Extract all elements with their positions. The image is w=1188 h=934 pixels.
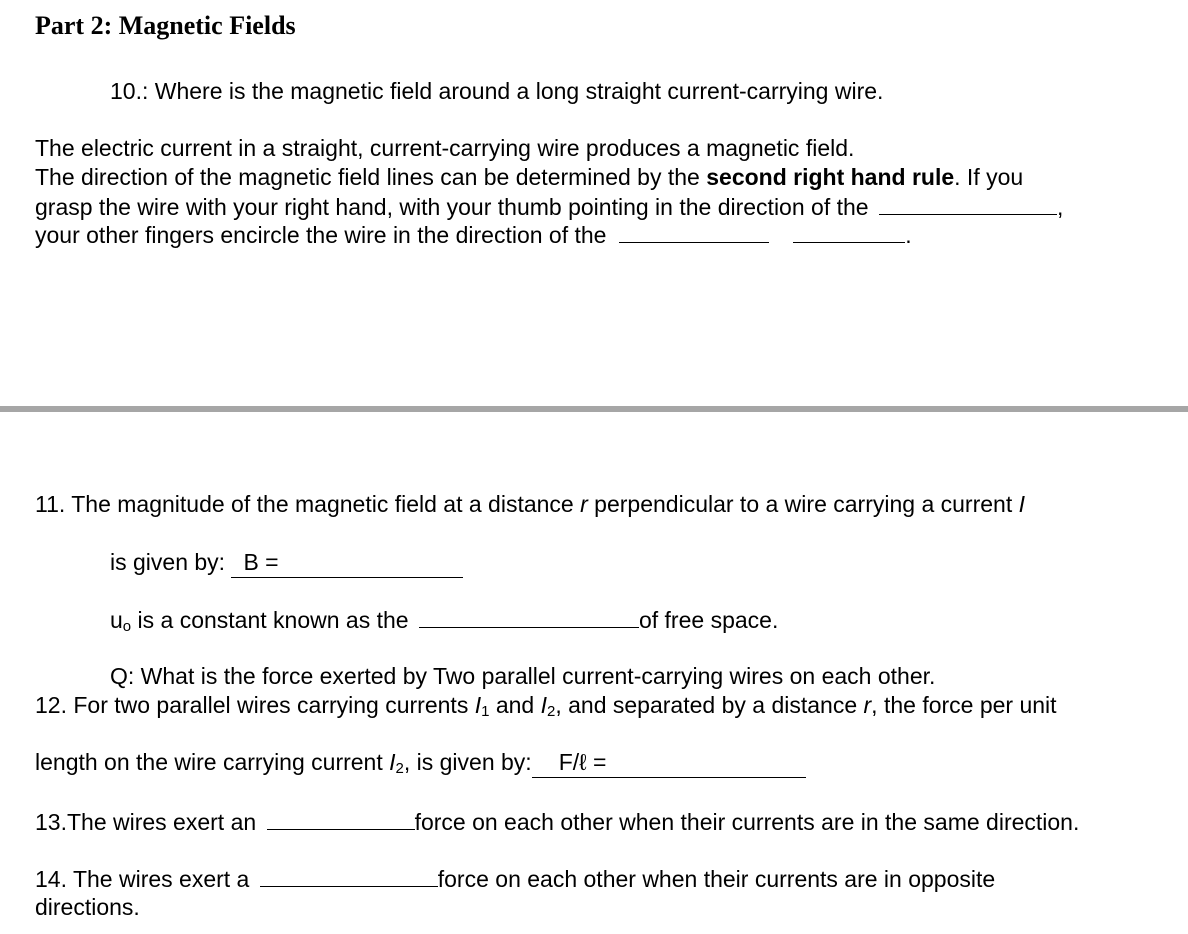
q11-line3-mid: is a constant known as the — [131, 607, 409, 633]
q10-rule-name: second right hand rule — [706, 164, 955, 190]
q11-line3-sub: o — [122, 618, 132, 635]
q11-blank-B[interactable] — [231, 548, 463, 578]
q12-blank-force[interactable] — [532, 748, 806, 778]
q12-sub2: 2 — [547, 703, 556, 720]
q10-blank-fingers-1[interactable] — [619, 220, 769, 243]
q12-line2-mid: , is given by: — [403, 749, 532, 775]
q11-line3-pre: u — [110, 607, 123, 633]
q12-current-I2: I — [540, 692, 547, 718]
q13-line — [35, 807, 1079, 837]
q11-line1 — [35, 490, 1025, 519]
q12-current-I1: I — [474, 692, 482, 718]
q14-post: force on each other when their currents are in opposite — [437, 866, 996, 892]
q14-pre: 14. The wires exert a — [35, 866, 250, 892]
q11-line1-mid: perpendicular to a wire carrying a current — [587, 491, 1019, 517]
q10-heading: 10.: Where is the magnetic field around a long straight current-carrying wire. — [110, 78, 884, 104]
q12-sub1: 1 — [481, 703, 490, 720]
q10-line4-end: . — [905, 222, 912, 248]
q11-formula-B: B = — [243, 549, 279, 575]
q11-line2 — [110, 548, 463, 578]
q12-var-r: r — [863, 692, 872, 718]
q12-line1-end: , the force per unit — [871, 692, 1057, 718]
q10-line3-end: , — [1056, 194, 1064, 220]
q10-line3-text: grasp the wire with your right hand, with your thumb pointing in the direction of the — [35, 194, 869, 220]
q10-blank-thumb[interactable] — [879, 192, 1057, 215]
q14-blank[interactable] — [260, 864, 438, 887]
q10-line2-post: . If you — [954, 164, 1024, 190]
q14-line1 — [35, 864, 995, 894]
q11-var-I: I — [1018, 491, 1025, 517]
q10-line4 — [35, 220, 912, 250]
q13-post: force on each other when their currents are in the same direction. — [414, 809, 1080, 835]
q12-line2-pre: length on the wire carrying current — [35, 749, 390, 775]
q11-line3 — [110, 605, 778, 635]
section-divider — [0, 406, 1188, 412]
q10-blank-fingers-2[interactable] — [793, 220, 905, 243]
q10-line2 — [35, 163, 1023, 192]
q12-sub2-b: 2 — [395, 760, 404, 777]
q12-and: and — [489, 692, 541, 718]
q12-formula-F: F/ℓ = — [558, 749, 607, 775]
q11-blank-constant[interactable] — [419, 605, 639, 628]
q11-line1-pre: 11. The magnitude of the magnetic field at a distance — [35, 491, 581, 517]
q14-line2: directions. — [35, 894, 140, 920]
q10-line2-pre: The direction of the magnetic field lines can be determined by the — [35, 164, 707, 190]
q11-line2-pre: is given by: — [110, 549, 232, 575]
q13-pre: 13.The wires exert an — [35, 809, 257, 835]
q10-line3 — [35, 192, 1063, 222]
q13-blank[interactable] — [267, 807, 415, 830]
q12-line2 — [35, 748, 806, 778]
page-title: Part 2: Magnetic Fields — [35, 11, 296, 40]
q12-line1 — [35, 691, 1057, 720]
q10-line4-text: your other fingers encircle the wire in the direction of the — [35, 222, 607, 248]
q12-current-I2-b: I — [389, 749, 396, 775]
q11-var-r: r — [580, 491, 588, 517]
q12-line1-pre: 12. For two parallel wires carrying currents — [35, 692, 475, 718]
q12-question: Q: What is the force exerted by Two parallel current-carrying wires on each other. — [110, 663, 936, 689]
q10-line1: The electric current in a straight, current-carrying wire produces a magnetic field. — [35, 135, 855, 161]
q12-line1-post: , and separated by a distance — [555, 692, 864, 718]
q11-line3-post: of free space. — [638, 607, 779, 633]
